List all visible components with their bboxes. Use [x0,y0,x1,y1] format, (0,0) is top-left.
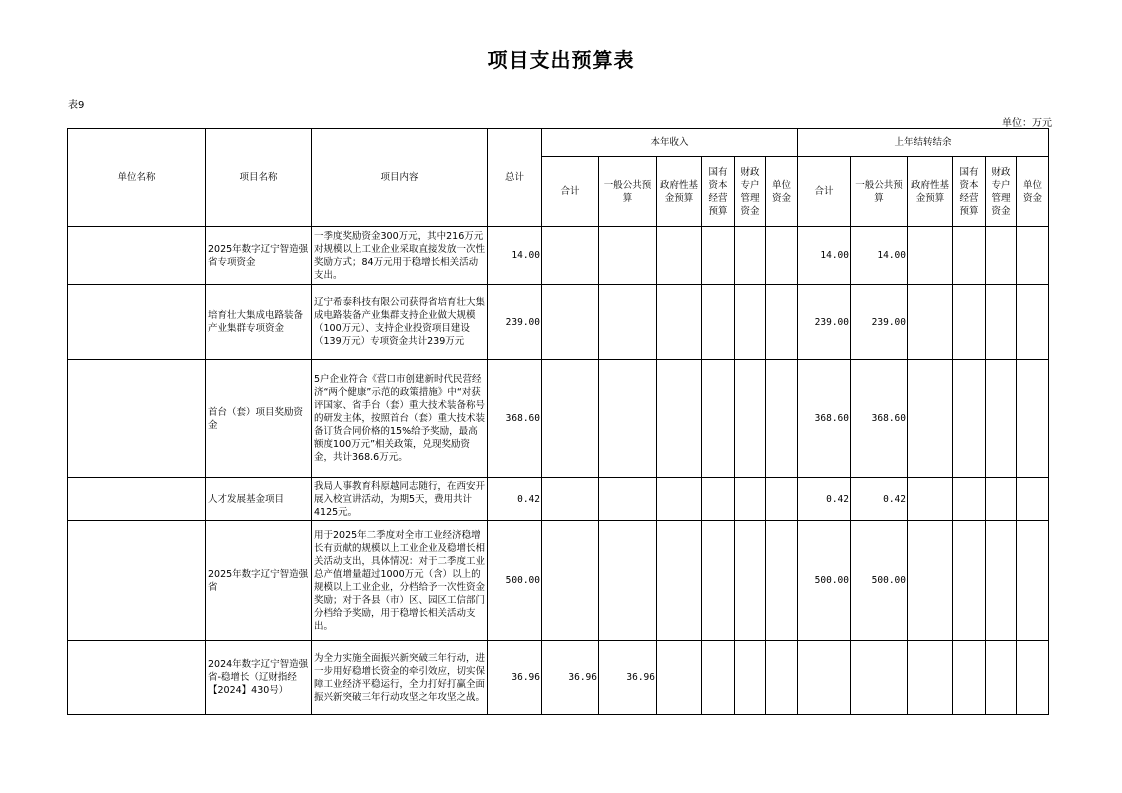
current-income-cell [657,360,702,478]
current-income-cell [657,641,702,715]
prior-carryover-cell: 239.00 [851,285,908,360]
prior-carryover-cell [908,521,953,641]
total-cell: 0.42 [488,478,542,521]
total-cell: 36.96 [488,641,542,715]
prior-carryover-cell [1017,478,1049,521]
current-income-cell [657,285,702,360]
header-prev-special-account: 财政专户管理资金 [986,157,1017,227]
prior-carryover-cell: 368.60 [798,360,851,478]
project-content-cell: 用于2025年二季度对全市工业经济稳增长有贡献的规模以上工业企业及稳增长相关活动支出，具体情况：对于二季度工业总产值增量超过1000万元（含）以上的规模以上工业企业，分档给予一次性资金奖励；对于各县（市）区、园区工信部门分档给予奖励，用于稳增长相关活动支出。 [312,521,488,641]
table-row [68,360,1049,478]
current-income-cell [766,641,798,715]
current-income-cell [766,478,798,521]
prior-carryover-cell [1017,227,1049,285]
table-row [68,478,1049,521]
prior-carryover-cell: 368.60 [851,360,908,478]
prior-carryover-cell [1017,360,1049,478]
project-name-cell: 2025年数字辽宁智造强省专项资金 [206,227,312,285]
current-income-cell [702,227,735,285]
header-cur-unit-funds: 单位资金 [766,157,798,227]
current-income-cell [702,285,735,360]
prior-carryover-cell [1017,285,1049,360]
current-income-cell [735,227,766,285]
prior-carryover-cell [953,285,986,360]
prior-carryover-cell [953,641,986,715]
prior-carryover-cell: 239.00 [798,285,851,360]
header-project-name: 项目名称 [206,129,312,227]
page-title: 项目支出预算表 [487,48,635,72]
unit-name-cell [68,285,206,360]
header-cur-fund: 政府性基金预算 [657,157,702,227]
unit-name-cell [68,521,206,641]
project-name-cell: 2025年数字辽宁智造强省 [206,521,312,641]
prior-carryover-cell [986,360,1017,478]
prior-carryover-cell: 500.00 [851,521,908,641]
prior-carryover-cell [953,521,986,641]
current-income-cell [599,360,657,478]
prior-carryover-cell [986,521,1017,641]
project-content-cell: 5户企业符合《营口市创建新时代民营经济“两个健康”示范的政策措施》中“对获评国家、省手台（套）重大技术装备称号的研发主体，按照首台（套）重大技术装备订货合同价格的15%给予奖励，最高额度100万元”相关政策，兑现奖励资金，共计368.6万元。 [312,360,488,478]
header-cur-general: 一般公共预算 [599,157,657,227]
budget-table [67,128,1049,715]
current-income-cell [599,227,657,285]
current-income-cell [766,360,798,478]
header-cur-state-capital: 国有资本经营预算 [702,157,735,227]
current-income-cell [657,478,702,521]
current-income-cell [599,285,657,360]
prior-carryover-cell: 14.00 [851,227,908,285]
prior-carryover-cell: 14.00 [798,227,851,285]
prior-carryover-cell [986,641,1017,715]
current-income-cell [766,227,798,285]
header-cur-sum: 合计 [542,157,599,227]
prior-carryover-cell [1017,641,1049,715]
current-income-cell [542,478,599,521]
current-income-cell: 36.96 [599,641,657,715]
prior-carryover-cell [798,641,851,715]
total-cell: 500.00 [488,521,542,641]
project-content-cell: 辽宁希泰科技有限公司获得省培育壮大集成电路装备产业集群支持企业做大规模（100万元）、支持企业投资项目建设（139万元）专项资金共计239万元 [312,285,488,360]
current-income-cell [702,478,735,521]
current-income-cell [702,641,735,715]
prior-carryover-cell [986,285,1017,360]
total-cell: 368.60 [488,360,542,478]
header-prior-carryover: 上年结转结余 [798,129,1049,157]
current-income-cell [735,478,766,521]
unit-name-cell [68,360,206,478]
table-row [68,227,1049,285]
prior-carryover-cell: 0.42 [798,478,851,521]
current-income-cell [599,478,657,521]
prior-carryover-cell [908,360,953,478]
prior-carryover-cell [908,285,953,360]
project-content-cell: 一季度奖励资金300万元，其中216万元对规模以上工业企业采取直接发放一次性奖励方式；84万元用于稳增长相关活动支出。 [312,227,488,285]
unit-name-cell [68,478,206,521]
current-income-cell [735,360,766,478]
project-name-cell: 人才发展基金项目 [206,478,312,521]
current-income-cell [702,360,735,478]
current-income-cell [735,641,766,715]
table-row [68,521,1049,641]
current-income-cell [542,360,599,478]
current-income-cell [657,521,702,641]
header-prev-unit-funds: 单位资金 [1017,157,1049,227]
prior-carryover-cell [851,641,908,715]
prior-carryover-cell [953,478,986,521]
prior-carryover-cell: 0.42 [851,478,908,521]
prior-carryover-cell [986,478,1017,521]
current-income-cell [599,521,657,641]
project-content-cell: 为全力实施全面振兴新突破三年行动，进一步用好稳增长资金的牵引效应，切实保障工业经济平稳运行，全力打好打赢全面振兴新突破三年行动攻坚之年攻坚之战。 [312,641,488,715]
header-prev-state-capital: 国有资本经营预算 [953,157,986,227]
prior-carryover-cell: 500.00 [798,521,851,641]
prior-carryover-cell [953,227,986,285]
current-income-cell [542,285,599,360]
header-prev-general: 一般公共预算 [851,157,908,227]
current-income-cell [735,285,766,360]
header-unit-name: 单位名称 [68,129,206,227]
current-income-cell [702,521,735,641]
current-income-cell [735,521,766,641]
current-income-cell [766,285,798,360]
unit-label: 单位：万元 [1002,118,1052,129]
header-project-content: 项目内容 [312,129,488,227]
current-income-cell [542,521,599,641]
header-prev-sum: 合计 [798,157,851,227]
unit-name-cell [68,227,206,285]
header-cur-special-account: 财政专户管理资金 [735,157,766,227]
prior-carryover-cell [908,641,953,715]
project-name-cell: 2024年数字辽宁智造强省-稳增长（辽财指经【2024】430号） [206,641,312,715]
current-income-cell [766,521,798,641]
prior-carryover-cell [953,360,986,478]
header-prev-fund: 政府性基金预算 [908,157,953,227]
table-row [68,285,1049,360]
table-row [68,641,1049,715]
header-total: 总计 [488,129,542,227]
prior-carryover-cell [908,478,953,521]
unit-name-cell [68,641,206,715]
table-number: 表9 [68,100,85,111]
current-income-cell: 36.96 [542,641,599,715]
project-name-cell: 首台（套）项目奖励资金 [206,360,312,478]
total-cell: 239.00 [488,285,542,360]
current-income-cell [542,227,599,285]
project-content-cell: 我局人事教育科原越同志随行，在西安开展入校宣讲活动，为期5天，费用共计4125元。 [312,478,488,521]
header-current-income: 本年收入 [542,129,798,157]
prior-carryover-cell [908,227,953,285]
total-cell: 14.00 [488,227,542,285]
prior-carryover-cell [986,227,1017,285]
current-income-cell [657,227,702,285]
project-name-cell: 培育壮大集成电路装备产业集群专项资金 [206,285,312,360]
prior-carryover-cell [1017,521,1049,641]
